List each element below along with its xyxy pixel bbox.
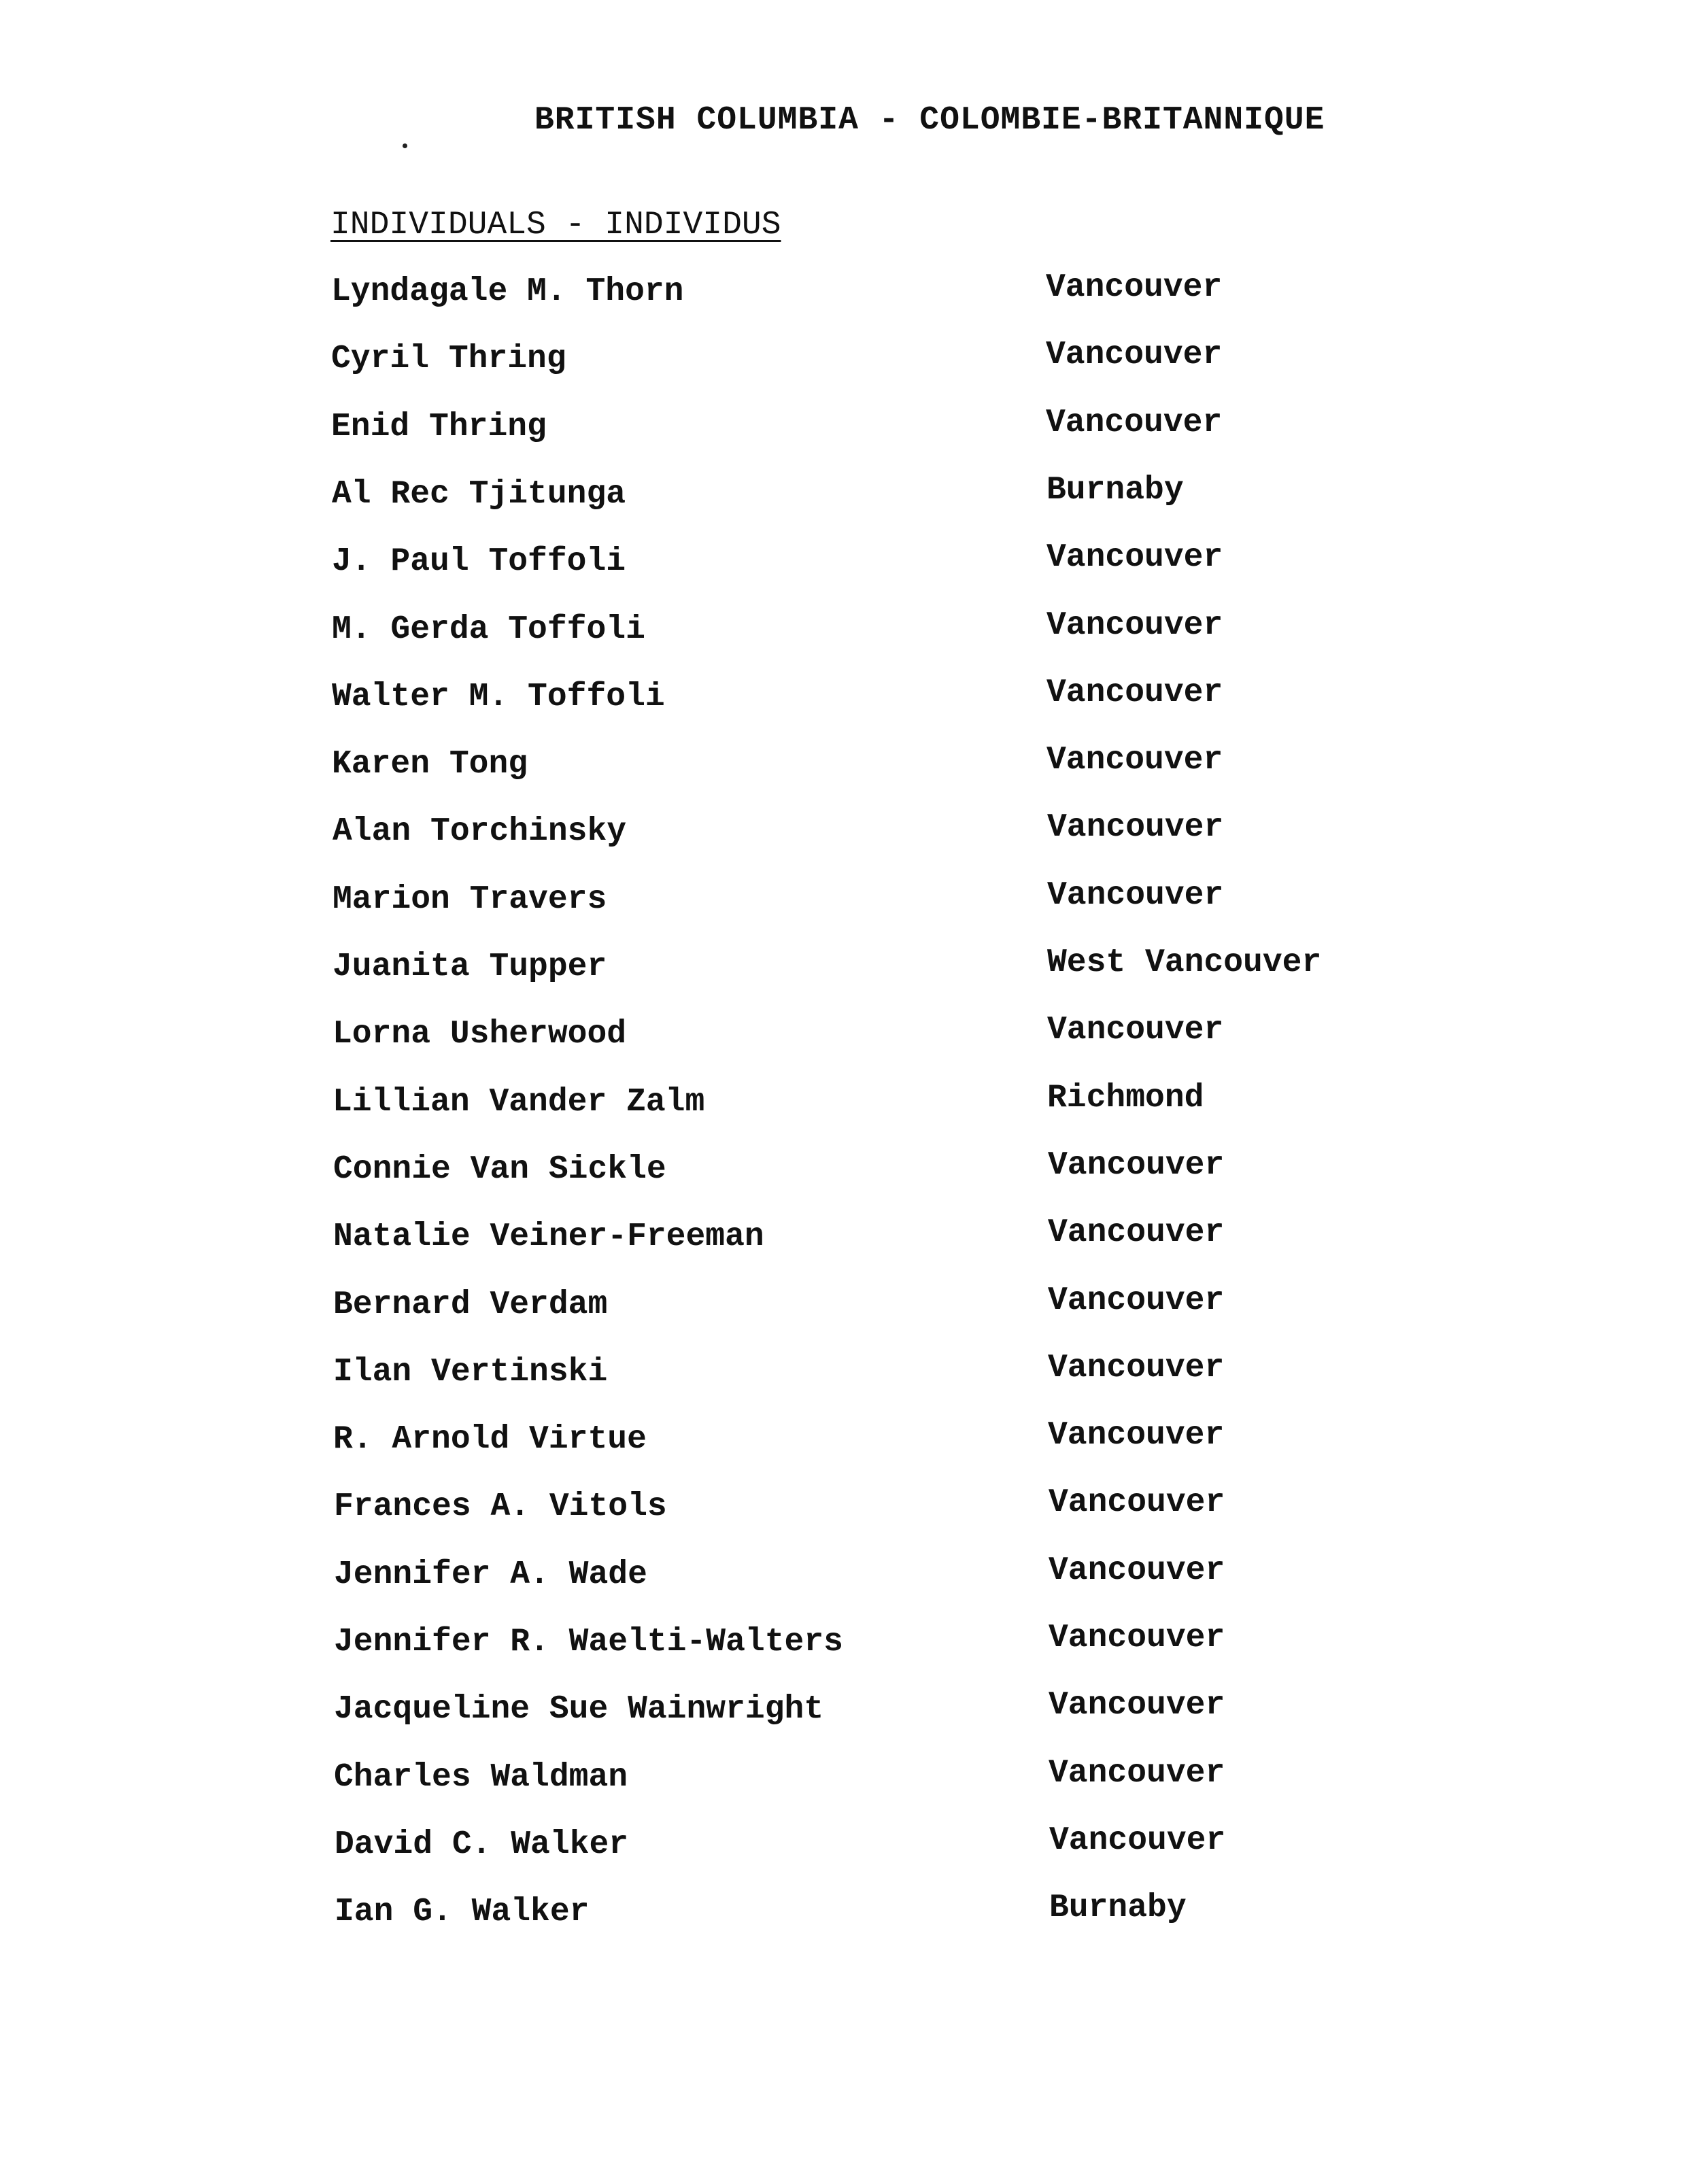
entry-city: Burnaby [1049,1890,1187,1926]
entry-city: Richmond [1047,1080,1204,1116]
list-item [0,1214,1702,1259]
entry-city: Vancouver [1046,675,1223,711]
list-item [0,405,1702,449]
list-item [0,809,1702,854]
list-item [0,607,1702,652]
entry-name: Jennifer R. Waelti-Walters [334,1624,843,1660]
entry-name: Ian G. Walker [335,1894,590,1930]
list-item [0,1484,1702,1529]
list-item [0,1822,1702,1867]
entry-name: David C. Walker [335,1826,629,1863]
list-item [0,1282,1702,1327]
entry-city: Vancouver [1046,337,1223,373]
entry-city: Vancouver [1049,1822,1226,1859]
list-item [0,1012,1702,1057]
entry-name: Alan Torchinsky [333,813,627,850]
entry-city: Vancouver [1049,1552,1225,1589]
entry-city: Vancouver [1046,405,1223,441]
entry-city: Burnaby [1046,472,1184,509]
entry-city: Vancouver [1047,1012,1224,1048]
entry-name: Karen Tong [332,746,528,783]
list-item [0,1687,1702,1732]
entry-name: J. Paul Toffoli [332,543,626,580]
entry-city: Vancouver [1048,1147,1225,1184]
entry-name: Cyril Thring [331,341,566,377]
entry-city: Vancouver [1048,1282,1225,1319]
entry-city: Vancouver [1048,1417,1225,1454]
entry-city: Vancouver [1047,809,1224,846]
entry-name: Ilan Vertinski [333,1354,608,1390]
list-item [0,877,1702,922]
entry-city: Vancouver [1048,1350,1225,1386]
entry-city: Vancouver [1049,1620,1225,1656]
entry-city: Vancouver [1048,1214,1225,1251]
entry-name: Al Rec Tjitunga [332,476,626,513]
section-heading: INDIVIDUALS - INDIVIDUS [330,207,781,243]
entry-name: M. Gerda Toffoli [332,611,645,648]
entry-name: Lyndagale M. Thorn [331,273,684,310]
list-item [0,1552,1702,1597]
list-item [0,944,1702,989]
entry-name: Bernard Verdam [333,1286,608,1323]
entry-name: R. Arnold Virtue [333,1421,647,1458]
list-item [0,269,1702,314]
list-item [0,1620,1702,1665]
list-item [0,742,1702,787]
entry-city: Vancouver [1049,1755,1225,1792]
entry-city: Vancouver [1047,877,1224,914]
entry-name: Marion Travers [333,881,607,918]
entry-name: Charles Waldman [334,1759,628,1796]
entry-name: Jennifer A. Wade [334,1556,647,1593]
list-item [0,1890,1702,1934]
entry-name: Lillian Vander Zalm [333,1084,705,1121]
list-item [0,1350,1702,1395]
entry-city: Vancouver [1049,1484,1225,1521]
entry-name: Connie Van Sickle [333,1151,666,1188]
list-item [0,1147,1702,1192]
entry-name: Natalie Veiner-Freeman [333,1218,764,1255]
entry-city: Vancouver [1046,742,1223,779]
entry-city: Vancouver [1046,269,1223,306]
entry-name: Walter M. Toffoli [332,679,665,715]
list-item [0,472,1702,517]
entry-name: Juanita Tupper [333,949,607,985]
entry-city: Vancouver [1046,539,1223,576]
entry-city: Vancouver [1049,1687,1225,1724]
list-item [0,1080,1702,1125]
entry-city: West Vancouver [1047,944,1322,981]
entry-city: Vancouver [1046,607,1223,644]
entry-name: Lorna Usherwood [333,1016,627,1053]
entry-name: Jacqueline Sue Wainwright [334,1691,824,1728]
list-item [0,337,1702,381]
page-title: BRITISH COLUMBIA - COLOMBIE-BRITANNIQUE [534,102,1325,139]
list-item [0,539,1702,584]
entry-name: Enid Thring [331,409,547,445]
entry-name: Frances A. Vitols [334,1488,667,1525]
list-item [0,1417,1702,1462]
list-item [0,675,1702,719]
list-item [0,1755,1702,1800]
